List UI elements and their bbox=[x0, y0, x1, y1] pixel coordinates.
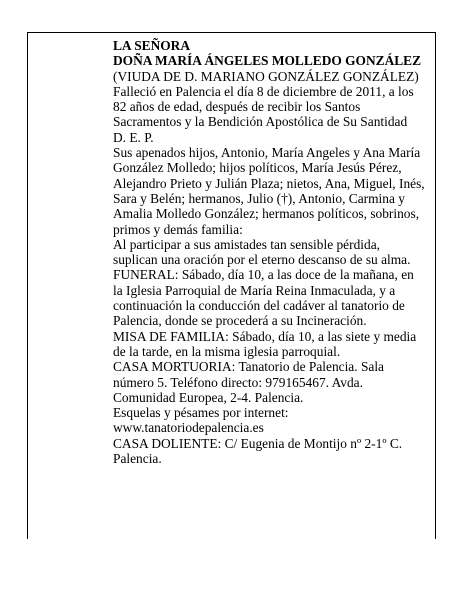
deceased-name: DOÑA MARÍA ÁNGELES MOLLEDO GONZÁLEZ bbox=[113, 53, 422, 69]
mass-paragraph: MISA DE FAMILIA: Sábado, día 10, a las siete y media de la tarde, en la misma iglesia parroquial. bbox=[113, 328, 417, 359]
website-link[interactable]: www.tanatoriodepalencia.es bbox=[113, 420, 264, 436]
obituary-notice bbox=[113, 38, 425, 466]
funeral-paragraph: FUNERAL: Sábado, día 10, a las doce de la mañana, en la Iglesia Parroquial de María Reina Inmaculada, y a continuación la conducción del cadáver al tanatorio de Palencia, donde se procederá a su Incineración. bbox=[113, 267, 414, 329]
home-paragraph: CASA DOLIENTE: C/ Eugenia de Montijo nº 2-1º C. Palencia. bbox=[113, 435, 403, 467]
family-paragraph: Sus apenados hijos, Antonio, María Angeles y Ana María González Molledo; hijos políticos, María Jesús Pérez, Alejandro Prieto y Julián Plaza; nietos, Ana, Miguel, Inés, Sara y Belén; hermanos, Julio (†), Antonio, Carmina y Amalia Molledo González; hermanos políticos, sobrinos, primos y demás familia: bbox=[113, 145, 425, 237]
frame-left-border bbox=[27, 32, 28, 539]
request-paragraph: Al participar a sus amistades tan sensible pérdida, suplican una oración por el eterno descanso de su alma. bbox=[113, 236, 411, 268]
frame-top-border bbox=[27, 32, 436, 33]
widow-line: (VIUDA DE D. MARIANO GONZÁLEZ GONZÁLEZ) bbox=[113, 68, 419, 84]
notice-title: LA SEÑORA bbox=[113, 38, 191, 53]
death-paragraph: Falleció en Palencia el día 8 de diciembre de 2011, a los 82 años de edad, después de recibir los Santos Sacramentos y la Bendición Apostólica de Su Santidad bbox=[113, 83, 414, 130]
mortuary-paragraph: CASA MORTUORIA: Tanatorio de Palencia. Sala número 5. Teléfono directo: 979165467. Avda. Comunidad Europea, 2-4. Palencia. bbox=[113, 359, 384, 405]
frame-right-border bbox=[435, 32, 436, 539]
condolences-line: Esquelas y pésames por internet: bbox=[113, 405, 289, 421]
rip-line: D. E. P. bbox=[113, 129, 154, 145]
